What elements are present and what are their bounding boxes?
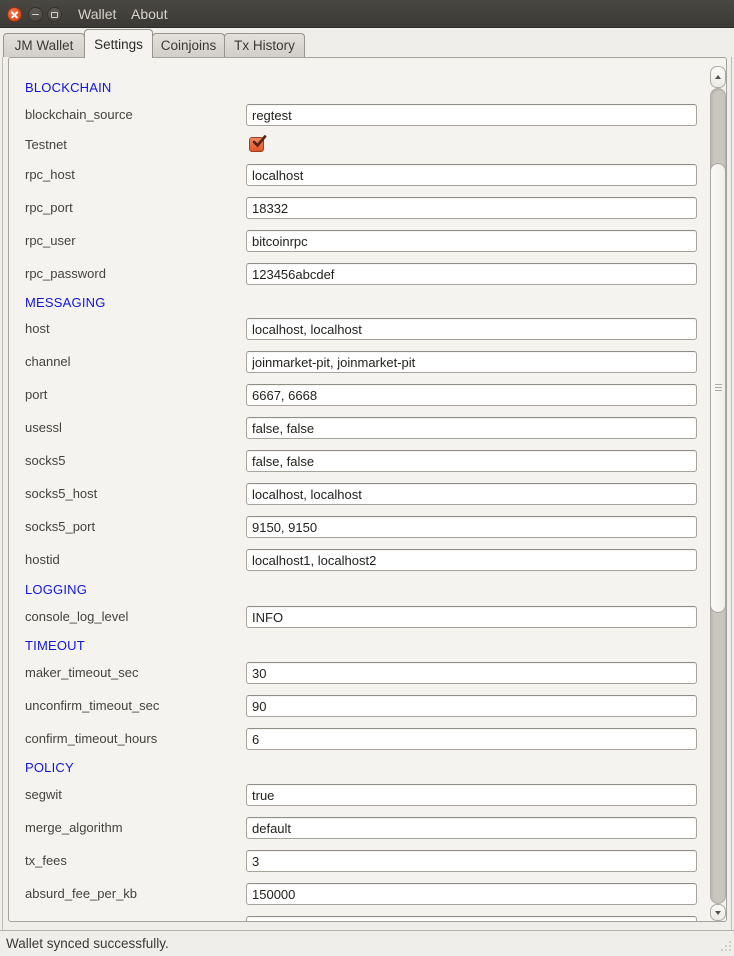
status-bar: [0, 930, 734, 956]
maker-timeout-sec-input[interactable]: [246, 662, 697, 684]
maximize-button[interactable]: [47, 7, 62, 22]
check-icon: [251, 135, 267, 149]
field-row-merge-algorithm: [9, 817, 726, 839]
field-label: console_log_level: [25, 609, 129, 624]
tab-tx-history[interactable]: Tx History: [224, 33, 305, 57]
field-row-blockchain-source: [9, 104, 726, 126]
tab-coinjoins[interactable]: Coinjoins: [152, 33, 225, 57]
merge-algorithm-input[interactable]: [246, 817, 697, 839]
field-label: channel: [25, 354, 71, 369]
scrollbar-thumb[interactable]: [710, 163, 726, 613]
field-label: socks5: [25, 453, 66, 468]
settings-scroll-area: [8, 57, 727, 922]
field-label: rpc_password: [25, 266, 106, 281]
section-header-policy: POLICY: [25, 760, 74, 775]
status-message: Wallet synced successfully.: [6, 936, 169, 951]
field-label: maker_timeout_sec: [25, 665, 139, 680]
channel-input[interactable]: [246, 351, 697, 373]
field-row-console-log-level: [9, 606, 726, 628]
section-header-blockchain: BLOCKCHAIN: [25, 80, 112, 95]
field-label: unconfirm_timeout_sec: [25, 698, 160, 713]
field-label: Testnet: [25, 137, 67, 152]
field-label: socks5_host: [25, 486, 98, 501]
section-header-logging: LOGGING: [25, 582, 88, 597]
field-row-rpc-user: [9, 230, 726, 252]
field-row-channel: [9, 351, 726, 373]
field-row-maker-timeout-sec: [9, 662, 726, 684]
tx-fees-input[interactable]: [246, 850, 697, 872]
field-row-socks5: [9, 450, 726, 472]
field-label: rpc_host: [25, 167, 75, 182]
usessl-input[interactable]: [246, 417, 697, 439]
port-input[interactable]: [246, 384, 697, 406]
field-label: absurd_fee_per_kb: [25, 886, 138, 901]
rpc-password-input[interactable]: [246, 263, 697, 285]
field-label: rpc_port: [25, 200, 73, 215]
rpc-port-input[interactable]: [246, 197, 697, 219]
field-row-segwit: [9, 784, 726, 806]
hostid-input[interactable]: [246, 549, 697, 571]
field-label: blockchain_source: [25, 107, 133, 122]
field-row-unconfirm-timeout-sec: [9, 695, 726, 717]
field-row-confirm-timeout-hours: [9, 728, 726, 750]
field-row-rpc-password: [9, 263, 726, 285]
field-row-testnet: [9, 137, 726, 159]
field-row-rpc-host: [9, 164, 726, 186]
unconfirm-timeout-sec-input[interactable]: [246, 695, 697, 717]
field-label: confirm_timeout_hours: [25, 731, 158, 746]
field-row-rpc-port: [9, 197, 726, 219]
blockchain-source-input[interactable]: [246, 104, 697, 126]
field-label: hostid: [25, 552, 60, 567]
menu-wallet[interactable]: Wallet: [78, 6, 117, 22]
field-row-hostid: [9, 549, 726, 571]
field-label: port: [25, 387, 48, 402]
field-label: host: [25, 321, 50, 336]
field-row-partial-bottom: [9, 916, 726, 922]
tab-settings[interactable]: Settings: [84, 29, 153, 58]
field-row-port: [9, 384, 726, 406]
field-row-tx-fees: [9, 850, 726, 872]
field-label: merge_algorithm: [25, 820, 123, 835]
field-row-host: [9, 318, 726, 340]
field-row-absurd-fee-per-kb: [9, 883, 726, 905]
field-label: socks5_port: [25, 519, 96, 534]
titlebar: [0, 0, 734, 28]
section-header-messaging: MESSAGING: [25, 295, 106, 310]
host-input[interactable]: [246, 318, 697, 340]
scroll-up-icon: [715, 75, 721, 79]
field-label: rpc_user: [25, 233, 76, 248]
scroll-up-button[interactable]: [710, 66, 726, 88]
socks5-input[interactable]: [246, 450, 697, 472]
menu-about[interactable]: About: [131, 6, 168, 22]
section-header-timeout: TIMEOUT: [25, 638, 85, 653]
close-button[interactable]: [7, 7, 22, 22]
socks5-port-input[interactable]: [246, 516, 697, 538]
socks5-host-input[interactable]: [246, 483, 697, 505]
field-row-usessl: [9, 417, 726, 439]
field-label: usessl: [25, 420, 62, 435]
scrollbar-grip-icon: [715, 384, 722, 392]
field-label: tx_fees: [25, 853, 67, 868]
field-row-socks5-host: [9, 483, 726, 505]
scroll-down-button[interactable]: [710, 904, 726, 921]
close-icon: [10, 10, 19, 19]
maximize-icon: [51, 12, 58, 18]
tab-jm-wallet[interactable]: JM Wallet: [3, 33, 85, 57]
field-label: segwit: [25, 787, 62, 802]
vertical-scrollbar: [710, 58, 726, 921]
segwit-input[interactable]: [246, 784, 697, 806]
scroll-down-icon: [715, 911, 721, 915]
minimize-button[interactable]: [28, 7, 43, 22]
absurd-fee-per-kb-input[interactable]: [246, 883, 697, 905]
rpc-user-input[interactable]: [246, 230, 697, 252]
console-log-level-input[interactable]: [246, 606, 697, 628]
minimize-icon: [32, 14, 39, 16]
partial-bottom-input[interactable]: [246, 916, 697, 922]
rpc-host-input[interactable]: [246, 164, 697, 186]
resize-grip[interactable]: [719, 941, 731, 953]
confirm-timeout-hours-input[interactable]: [246, 728, 697, 750]
testnet-checkbox[interactable]: [249, 137, 264, 152]
field-row-socks5-port: [9, 516, 726, 538]
